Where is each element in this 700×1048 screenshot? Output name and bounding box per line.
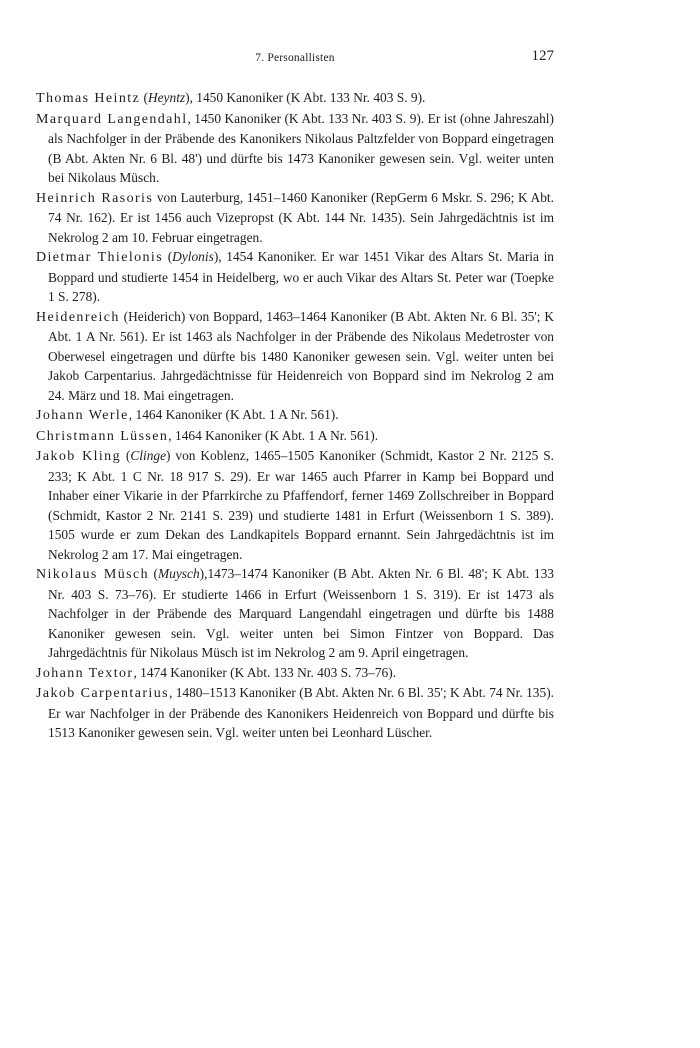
entry-name: Heidenreich [36,309,120,325]
list-entry [36,426,554,447]
list-entry [36,683,554,743]
entry-text: , 1464 Kanoniker (K Abt. 1 A Nr. 561). [168,427,379,443]
entry-punct: ( [140,90,148,105]
list-entry [36,446,554,564]
entry-name: Jakob Kling [36,449,121,464]
personnel-list [36,88,554,743]
entry-text: , 1474 Kanoniker (K Abt. 133 Nr. 403 S. 73–76). [133,664,397,680]
entry-punct: ( [163,249,173,264]
list-entry [36,663,554,684]
entry-name: Nikolaus Müsch [36,567,149,582]
entry-name: Johann Textor [36,665,134,681]
book-page [36,48,554,743]
chapter-title: 7. Personallisten [255,52,335,64]
list-entry [36,405,554,426]
entry-name: Heinrich Rasoris [36,190,154,206]
entry-text: 1454 Kanoniker. Er war 1451 Vikar des Altars St. Maria in Boppard und studierte 1454 in Heidelberg, wo er auch Vikar des Altars St. Peter war (Toepke 1 S. 278). [48,249,554,304]
entry-text: von Lauterburg, 1451–1460 Kanoniker (RepGerm 6 Mskr. S. 296; K Abt. 74 Nr. 162). Er ist 1456 auch Vizepropst (K Abt. 144 Nr. 1435). Sein Jahrgedächtnis ist im Nekrolog 2 am 10. Februar eingetragen. [48,189,554,245]
entry-text: , 1480–1513 Kanoniker (B Abt. Akten Nr. 6 Bl. 35'; K Abt. 74 Nr. 135). Er war Nachfolger in der Präbende des Kanonikers Heidenreich von Boppard und dürfte bis 1513 Kanoniker gewesen sein. Vgl. weiter unten bei Leonhard Lüscher. [48,685,554,740]
entry-text: 1450 Kanoniker (K Abt. 133 Nr. 403 S. 9). [196,90,426,105]
entry-name: Dietmar Thielonis [36,250,164,265]
entry-text: , 1450 Kanoniker (K Abt. 133 Nr. 403 S. 9). Er ist (ohne Jahreszahl) als Nachfolger in der Präbende des Kanonikers Nikolaus Paltzfelder von Boppard eingetragen (B Abt. Akten Nr. 6 Bl. 48') und dürfte bis 1473 Kanoniker gewesen sein. Vgl. weiter unten bei Nikolaus Müsch. [48,110,554,185]
list-entry [36,109,554,188]
list-entry [36,247,554,307]
entry-punct: ( [120,448,131,463]
entry-punct: ( [148,566,159,581]
entry-name: Marquard Langendahl [36,111,188,127]
entry-name-variant: Dylonis [172,249,214,264]
entry-text: , 1464 Kanoniker (K Abt. 1 A Nr. 561). [128,407,339,422]
entry-name-variant: Heyntz [147,90,186,105]
list-entry [36,88,554,109]
entry-punct: ), [185,90,197,105]
entry-name: Thomas Heintz [36,91,141,106]
list-entry [36,188,554,248]
running-head [36,48,554,70]
page-number: 127 [531,48,554,64]
entry-punct: ), [213,249,227,264]
entry-text: (Heiderich) von Boppard, 1463–1464 Kanoniker (B Abt. Akten Nr. 6 Bl. 35'; K Abt. 1 A Nr. 561). Er ist 1463 als Nachfolger in der Präbende des Nikolaus Medetroster von Oberwesel eingetragen und dürfte bis 1480 Kanoniker gewesen sein. Vgl. weiter unten bei Jakob Carpentarius. Jahrgedächtnisse für Heidenreich von Boppard sind im Nekrolog 2 am 24. März und 18. Mai eingetragen. [48,308,554,403]
entry-name-variant: Clinge [130,448,167,463]
entry-name-variant: Muysch [158,566,200,581]
entry-punct: ), [199,566,208,581]
entry-text: 1473–1474 Kanoniker (B Abt. Akten Nr. 6 Bl. 48'; K Abt. 133 Nr. 403 S. 73–76). Er studierte 1466 in Erfurt (Weissenborn 1 S. 319). Er ist 1473 als Nachfolger in der Präbende des Marquard Langendahl eingetragen und dürfte bis 1488 Kanoniker gewesen sein. Vgl. weiter unten bei Simon Fintzer von Boppard. Das Jahrgedächtnis für Nikolaus Müsch ist im Nekrolog 2 am 9. April eingetragen. [48,566,554,660]
entry-text: von Koblenz, 1465–1505 Kanoniker (Schmidt, Kastor 2 Nr. 2125 S. 233; K Abt. 1 C Nr. 18 917 S. 29). Er war 1465 auch Pfarrer in Kamp bei Boppard und Inhaber einer Vikarie in der Pfarrkirche zu Pfaffendorf, ferner 1469 Zollschreiber in Boppard (Schmidt, Kastor 2 Nr. 2141 S. 239) und studierte 1481 in Erfurt (Weissenborn 1 S. 389). 1505 wurde er zum Dekan des Landkapitels Boppard ernannt. Sein Jahrgedächtnis ist im Nekrolog 2 am 17. Mai eingetragen. [48,448,555,562]
entry-name: Johann Werle [36,408,129,423]
list-entry [36,564,554,663]
entry-name: Christmann Lüssen [36,428,169,444]
entry-name: Jakob Carpentarius [36,686,169,701]
entry-punct: ) [166,448,176,463]
list-entry [36,307,554,406]
